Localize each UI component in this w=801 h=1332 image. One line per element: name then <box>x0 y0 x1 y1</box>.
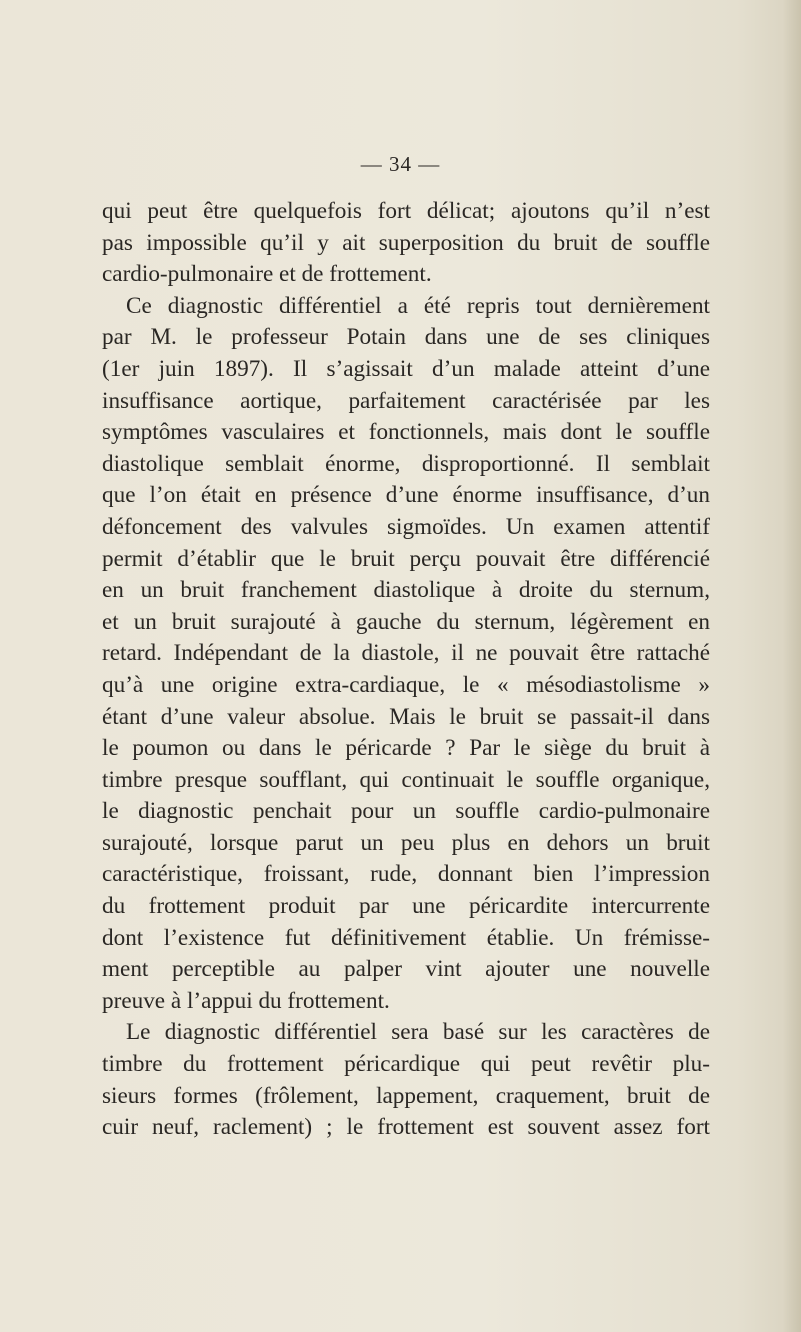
text-line: surajouté, lorsque parut un peu plus en dehors un bruit <box>102 829 710 856</box>
text-line: (1er juin 1897). Il s’agissait d’un malade atteint d’une <box>102 355 710 382</box>
text-line: étant d’une valeur absolue. Mais le bruit se passait-il dans <box>102 703 710 730</box>
text-line: pas impossible qu’il y ait superposition du bruit de souffle <box>102 229 710 256</box>
text-line: retard. Indépendant de la diastole, il ne pouvait être rattaché <box>102 640 710 667</box>
text-line: cuir neuf, raclement) ; le frottement est souvent assez fort <box>102 1114 710 1141</box>
text-line: symptômes vasculaires et fonctionnels, mais dont le souffle <box>102 419 710 446</box>
text-line: diastolique semblait énorme, disproportionné. Il semblait <box>102 450 710 477</box>
text-line: le poumon ou dans le péricarde ? Par le siège du bruit à <box>102 735 710 762</box>
text-line: ment perceptible au palper vint ajouter une nouvelle <box>102 956 710 983</box>
page-edge-shadow <box>783 0 801 1332</box>
text-line: qui peut être quelquefois fort délicat; ajoutons qu’il n’est <box>102 198 710 224</box>
text-line: sieurs formes (frôlement, lappement, craquement, bruit de <box>102 1082 710 1109</box>
text-line: en un bruit franchement diastolique à droite du sternum, <box>102 577 710 604</box>
text-line: du frottement produit par une péricardite intercurrente <box>102 893 710 920</box>
text-line: et un bruit surajouté à gauche du sternum, légèrement en <box>102 608 710 635</box>
text-line: preuve à l’appui du frottement. <box>102 987 390 1014</box>
text-line: insuffisance aortique, parfaitement caractérisée par les <box>102 387 710 414</box>
text-line: le diagnostic penchait pour un souffle cardio-pulmonaire <box>102 798 710 825</box>
page-number: — 34 — <box>360 152 441 176</box>
body-text <box>102 196 710 1144</box>
text-line: défoncement des valvules sigmoïdes. Un examen attentif <box>102 513 710 540</box>
text-line: Ce diagnostic différentiel a été repris tout dernièrement <box>126 292 710 319</box>
text-line: par M. le professeur Potain dans une de ses cliniques <box>102 324 710 351</box>
text-line: permit d’établir que le bruit perçu pouvait être différencié <box>102 545 710 572</box>
text-line: caractéristique, froissant, rude, donnant bien l’impression <box>102 861 710 888</box>
text-line: timbre presque soufflant, qui continuait le souffle organique, <box>102 766 710 793</box>
text-line: timbre du frottement péricardique qui peut revêtir plu- <box>102 1051 710 1078</box>
text-line: que l’on était en présence d’une énorme insuffisance, d’un <box>102 482 710 509</box>
text-line: cardio-pulmonaire et de frottement. <box>102 261 432 288</box>
text-line: qu’à une origine extra-cardiaque, le « mésodiastolisme » <box>102 671 710 698</box>
text-line: dont l’existence fut définitivement établie. Un frémisse- <box>102 924 710 951</box>
text-line: Le diagnostic différentiel sera basé sur les caractères de <box>126 1019 710 1046</box>
